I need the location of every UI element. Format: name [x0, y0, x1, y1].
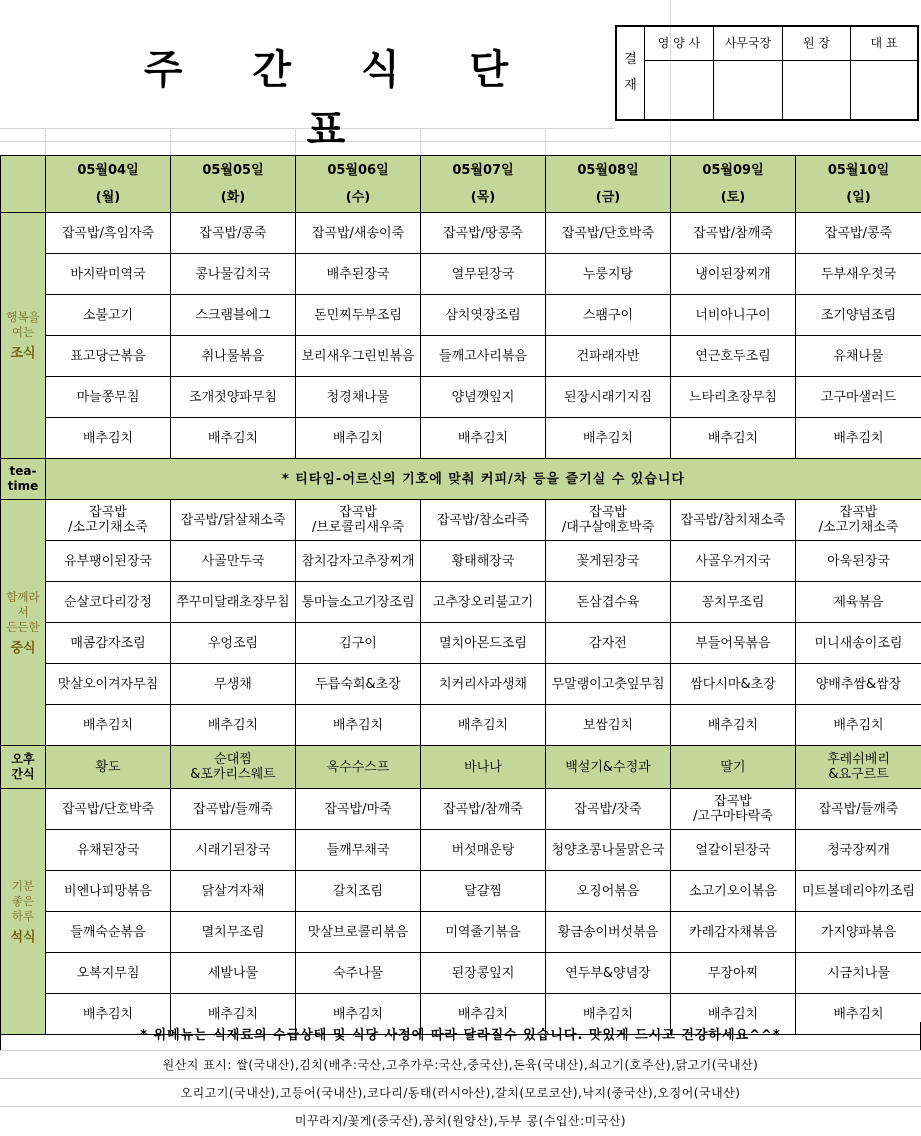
- menu-item: 잡곡밥 /소고기채소죽: [46, 500, 171, 541]
- approval-col-nutritionist: [645, 27, 714, 119]
- teatime-row: [1, 459, 921, 500]
- menu-item: 멸치무조림: [171, 912, 296, 953]
- snack-item: 백설기&수정과: [546, 746, 671, 789]
- day-date: 05월10일: [796, 163, 921, 178]
- lunch-row: [1, 582, 921, 623]
- grid-line: [45, 128, 46, 155]
- menu-item: 닭살겨자채: [171, 871, 296, 912]
- menu-item: 너비아니구이: [671, 295, 796, 336]
- day-header-4: [546, 156, 671, 213]
- menu-item: 조기양념조림: [796, 295, 921, 336]
- day-header-5: [671, 156, 796, 213]
- menu-item: 된장시래기지짐: [546, 377, 671, 418]
- menu-item: 무말랭이고춧잎무침: [546, 664, 671, 705]
- breakfast-row: [1, 254, 921, 295]
- menu-item: 표고당근볶음: [46, 336, 171, 377]
- menu-item: 유채된장국: [46, 830, 171, 871]
- menu-item: 배추김치: [46, 705, 171, 746]
- day-header-6: [796, 156, 921, 213]
- menu-item: 시금치나물: [796, 953, 921, 994]
- meal-label: 조식: [1, 346, 45, 361]
- grid-line: [295, 128, 296, 155]
- day-date: 05월09일: [671, 163, 795, 178]
- menu-item: 김구이: [296, 623, 421, 664]
- menu-item: 소불고기: [46, 295, 171, 336]
- menu-item: 들깨무채국: [296, 830, 421, 871]
- menu-item: 무생채: [171, 664, 296, 705]
- meal-slogan-line: 든든한: [1, 620, 45, 635]
- menu-item: 잡곡밥/참깨죽: [671, 213, 796, 254]
- menu-item: 두릅숙회&초장: [296, 664, 421, 705]
- menu-item: 잡곡밥/닭살채소죽: [171, 500, 296, 541]
- snack-item: 후레쉬베리 &요구르트: [796, 746, 921, 789]
- menu-item: 양배추쌈&쌈장: [796, 664, 921, 705]
- meal-label: 석식: [1, 930, 45, 945]
- meal-slogan-line: 하루: [1, 909, 45, 924]
- approval-label: [617, 27, 645, 119]
- menu-item: 열무된장국: [421, 254, 546, 295]
- menu-item: 순살코다리강정: [46, 582, 171, 623]
- menu-item: 배추김치: [546, 418, 671, 459]
- menu-item: 배추김치: [296, 994, 421, 1035]
- lunch-row: [1, 664, 921, 705]
- day-weekday: (목): [421, 190, 545, 205]
- menu-item: 무장아찌: [671, 953, 796, 994]
- menu-item: 느타리초장무침: [671, 377, 796, 418]
- menu-item: 미니새송이조림: [796, 623, 921, 664]
- menu-item: 잡곡밥/단호박죽: [46, 789, 171, 830]
- menu-item: 스크램블에그: [171, 295, 296, 336]
- day-date: 05월04일: [46, 163, 170, 178]
- menu-item: 시래기된장국: [171, 830, 296, 871]
- menu-item: 사골우거지국: [671, 541, 796, 582]
- date-header-row: [1, 156, 921, 213]
- menu-item: 건파래자반: [546, 336, 671, 377]
- day-header-2: [296, 156, 421, 213]
- corner-cell: [1, 156, 46, 213]
- menu-item: 잡곡밥 /소고기채소죽: [796, 500, 921, 541]
- menu-item: 배추김치: [46, 418, 171, 459]
- menu-item: 잡곡밥/마죽: [296, 789, 421, 830]
- menu-item: 우엉조림: [171, 623, 296, 664]
- menu-item: 멸치아몬드조림: [421, 623, 546, 664]
- menu-item: 잡곡밥/땅콩죽: [421, 213, 546, 254]
- menu-item: 가지양파볶음: [796, 912, 921, 953]
- menu-item: 고구마샐러드: [796, 377, 921, 418]
- menu-item: 콩나물김치국: [171, 254, 296, 295]
- dinner-row: [1, 871, 921, 912]
- menu-item: 소고기오이볶음: [671, 871, 796, 912]
- dinner-label-cell: [1, 789, 46, 1035]
- dinner-row: [1, 830, 921, 871]
- meal-slogan-line: 행복을: [1, 310, 45, 325]
- menu-item: 냉이된장찌개: [671, 254, 796, 295]
- menu-item: 통마늘소고기장조림: [296, 582, 421, 623]
- snack-item: 바나나: [421, 746, 546, 789]
- menu-item: 청경채나물: [296, 377, 421, 418]
- snack-label-cell: [1, 746, 46, 789]
- grid-line: [420, 128, 421, 155]
- menu-item: 황금송이버섯볶음: [546, 912, 671, 953]
- approval-col-header: 영 양 사: [645, 27, 713, 61]
- menu-item: 배추김치: [671, 705, 796, 746]
- approval-col-header: 원 장: [783, 27, 850, 61]
- menu-item: 두부새우젓국: [796, 254, 921, 295]
- menu-item: 배추김치: [296, 418, 421, 459]
- origin-line-3: 미꾸라지/꽃게(중국산),꽁치(원양산),두부 콩(수입산:미국산): [0, 1106, 921, 1136]
- day-weekday: (수): [296, 190, 420, 205]
- menu-item: 배추김치: [796, 705, 921, 746]
- menu-item: 유채나물: [796, 336, 921, 377]
- menu-item: 감자전: [546, 623, 671, 664]
- menu-item: 배추김치: [171, 705, 296, 746]
- menu-item: 갈치조림: [296, 871, 421, 912]
- breakfast-label-cell: [1, 213, 46, 459]
- origin-line-2: 오리고기(국내산),고등어(국내산),코다리/동태(러시아산),갈치(모로코산),낙지(중국산),오징어(국내산): [0, 1078, 921, 1107]
- approval-col-header: 사무국장: [714, 27, 782, 61]
- menu-item: 잡곡밥/참깨죽: [421, 789, 546, 830]
- footer-notice: * 위메뉴는 식재료의 수급상태 및 식당 사정에 따라 달라질수 있습니다. 맛있게 드시고 건강하세요^^*: [0, 1022, 921, 1050]
- lunch-label-cell: [1, 500, 46, 746]
- day-header-0: [46, 156, 171, 213]
- menu-item: 유부팽이된장국: [46, 541, 171, 582]
- meal-slogan-line: 좋은: [1, 894, 45, 909]
- menu-item: 매콤감자조림: [46, 623, 171, 664]
- day-date: 05월06일: [296, 163, 420, 178]
- menu-item: 잡곡밥/새송이죽: [296, 213, 421, 254]
- menu-item: 아욱된장국: [796, 541, 921, 582]
- approval-col-director: [783, 27, 851, 119]
- page-title: 주 간 식 단 표: [120, 40, 560, 100]
- breakfast-row: [1, 295, 921, 336]
- menu-item: 누룽지탕: [546, 254, 671, 295]
- meal-slogan-line: 여는: [1, 325, 45, 340]
- snack-label-top: 오후: [1, 752, 45, 767]
- menu-item: 잡곡밥/콩죽: [796, 213, 921, 254]
- menu-item: 미트볼데리야끼조림: [796, 871, 921, 912]
- teatime-label-cell: [1, 459, 46, 500]
- menu-item: 참치감자고추장찌개: [296, 541, 421, 582]
- menu-item: 취나물볶음: [171, 336, 296, 377]
- menu-item: 배추김치: [421, 705, 546, 746]
- menu-item: 숙주나물: [296, 953, 421, 994]
- menu-item: 배추된장국: [296, 254, 421, 295]
- day-header-1: [171, 156, 296, 213]
- breakfast-row: [1, 336, 921, 377]
- day-header-3: [421, 156, 546, 213]
- menu-item: 보쌈김치: [546, 705, 671, 746]
- meal-slogan-line: 기분: [1, 879, 45, 894]
- day-date: 05월07일: [421, 163, 545, 178]
- menu-item: 연두부&양념장: [546, 953, 671, 994]
- menu-item: 연근호두조림: [671, 336, 796, 377]
- menu-item: 배추김치: [671, 994, 796, 1035]
- day-weekday: (금): [546, 190, 670, 205]
- menu-item: 청국장찌개: [796, 830, 921, 871]
- approval-col-header: 대 표: [851, 27, 917, 61]
- day-date: 05월08일: [546, 163, 670, 178]
- menu-item: 배추김치: [46, 994, 171, 1035]
- menu-item: 배추김치: [171, 994, 296, 1035]
- day-date: 05월05일: [171, 163, 295, 178]
- menu-item: 부들어묵볶음: [671, 623, 796, 664]
- menu-item: 바지락미역국: [46, 254, 171, 295]
- menu-item: 배추김치: [796, 418, 921, 459]
- menu-item: 맛살오이겨자무침: [46, 664, 171, 705]
- menu-item: 오징어볶음: [546, 871, 671, 912]
- menu-item: 잡곡밥/들깨죽: [796, 789, 921, 830]
- menu-item: 잡곡밥/흑임자죽: [46, 213, 171, 254]
- day-weekday: (토): [671, 190, 795, 205]
- grid-line: [170, 128, 171, 155]
- snack-row: [1, 746, 921, 789]
- menu-item: 배추김치: [671, 418, 796, 459]
- menu-item: 카레감자채볶음: [671, 912, 796, 953]
- teatime-label-top: tea-: [1, 464, 45, 479]
- menu-item: 돈삼겹수육: [546, 582, 671, 623]
- grid-line: [0, 141, 921, 142]
- menu-item: 맛살브로콜리볶음: [296, 912, 421, 953]
- meal-slogan-line: 서: [1, 605, 45, 620]
- menu-item: 오복지무침: [46, 953, 171, 994]
- menu-item: 들깨숙순볶음: [46, 912, 171, 953]
- menu-item: 배추김치: [546, 994, 671, 1035]
- menu-item: 잡곡밥/단호박죽: [546, 213, 671, 254]
- menu-item: 잡곡밥 /대구살애호박죽: [546, 500, 671, 541]
- approval-label-bottom: 재: [624, 73, 637, 99]
- dinner-row: [1, 912, 921, 953]
- grid-line: [545, 128, 546, 155]
- menu-item: 치커리사과생채: [421, 664, 546, 705]
- menu-item: 양념깻잎지: [421, 377, 546, 418]
- menu-item: 스팸구이: [546, 295, 671, 336]
- origin-line-1: 원산지 표시: 쌀(국내산),김치(배추:국산,고추가루:국산,중국산),돈육(국내산),쇠고기(호주산),닭고기(국내산): [0, 1050, 921, 1079]
- menu-item: 잡곡밥/콩죽: [171, 213, 296, 254]
- teatime-notice: * 티타임-어르신의 기호에 맞춰 커피/차 등을 즐기실 수 있습니다: [46, 459, 921, 500]
- meal-label: 중식: [1, 641, 45, 656]
- menu-item: 달걀찜: [421, 871, 546, 912]
- menu-item: 배추김치: [796, 994, 921, 1035]
- lunch-row: [1, 541, 921, 582]
- menu-item: 된장콩잎지: [421, 953, 546, 994]
- menu-item: 미역줄기볶음: [421, 912, 546, 953]
- menu-item: 마늘쫑무침: [46, 377, 171, 418]
- snack-item: 황도: [46, 746, 171, 789]
- menu-item: 배추김치: [171, 418, 296, 459]
- menu-item: 잡곡밥/참소라죽: [421, 500, 546, 541]
- menu-item: 돈민찌두부조림: [296, 295, 421, 336]
- menu-item: 청양초콩나물맑은국: [546, 830, 671, 871]
- menu-item: 꽁치무조림: [671, 582, 796, 623]
- menu-item: 사골만두국: [171, 541, 296, 582]
- menu-item: 잡곡밥/참치채소죽: [671, 500, 796, 541]
- breakfast-row: [1, 213, 921, 254]
- menu-item: 쌈다시마&초장: [671, 664, 796, 705]
- menu-item: 배추김치: [421, 994, 546, 1035]
- menu-item: 들깨고사리볶음: [421, 336, 546, 377]
- menu-item: 쭈꾸미달래초장무침: [171, 582, 296, 623]
- menu-item: 잡곡밥/잣죽: [546, 789, 671, 830]
- menu-item: 배추김치: [296, 705, 421, 746]
- meal-slogan-line: 함께라: [1, 590, 45, 605]
- menu-item: 배추김치: [421, 418, 546, 459]
- snack-item: 옥수수스프: [296, 746, 421, 789]
- menu-item: 꽃게된장국: [546, 541, 671, 582]
- snack-item: 딸기: [671, 746, 796, 789]
- menu-item: 보리새우그린빈볶음: [296, 336, 421, 377]
- menu-item: 삼치엿장조림: [421, 295, 546, 336]
- approval-box: [615, 25, 919, 121]
- dinner-row: [1, 789, 921, 830]
- menu-item: 잡곡밥 /브로콜리새우죽: [296, 500, 421, 541]
- menu-table: [0, 155, 921, 1035]
- menu-item: 잡곡밥 /고구마타락죽: [671, 789, 796, 830]
- breakfast-row: [1, 418, 921, 459]
- menu-item: 비엔나피망볶음: [46, 871, 171, 912]
- approval-label-top: 결: [624, 47, 637, 73]
- day-weekday: (월): [46, 190, 170, 205]
- snack-item: 순대찜 &포카리스웨트: [171, 746, 296, 789]
- day-weekday: (일): [796, 190, 921, 205]
- menu-item: 황태해장국: [421, 541, 546, 582]
- day-weekday: (화): [171, 190, 295, 205]
- lunch-row: [1, 500, 921, 541]
- breakfast-row: [1, 377, 921, 418]
- menu-item: 얼갈이된장국: [671, 830, 796, 871]
- snack-label-bottom: 간식: [1, 767, 45, 782]
- lunch-row: [1, 623, 921, 664]
- menu-item: 버섯매운탕: [421, 830, 546, 871]
- approval-col-office-manager: [714, 27, 783, 119]
- menu-item: 고추장오리불고기: [421, 582, 546, 623]
- dinner-row: [1, 953, 921, 994]
- teatime-label-bottom: time: [1, 479, 45, 494]
- menu-item: 잡곡밥/들깨죽: [171, 789, 296, 830]
- menu-item: 제육볶음: [796, 582, 921, 623]
- lunch-row: [1, 705, 921, 746]
- menu-item: 조개젓양파무침: [171, 377, 296, 418]
- menu-item: 세발나물: [171, 953, 296, 994]
- approval-col-ceo: [851, 27, 917, 119]
